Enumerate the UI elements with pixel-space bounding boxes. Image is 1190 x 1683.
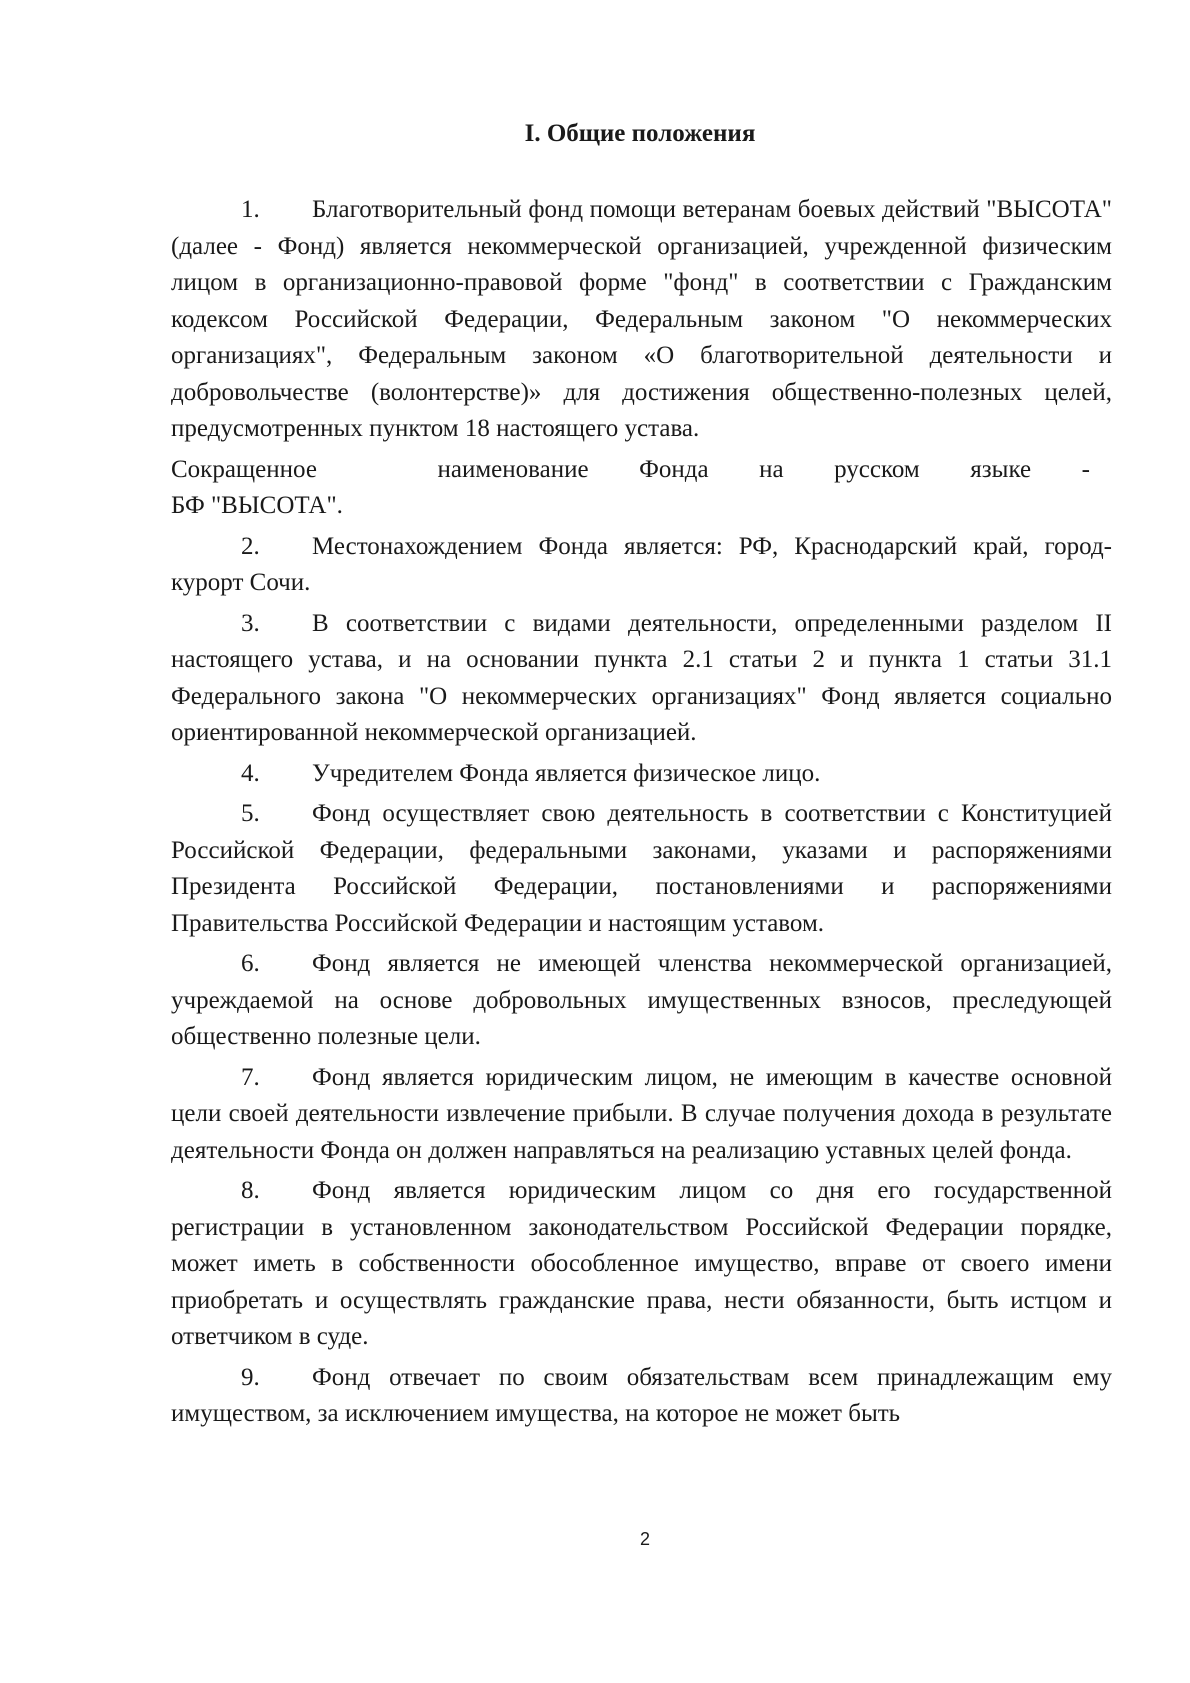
paragraph-4 bbox=[171, 756, 1112, 793]
short-name-value: БФ "ВЫСОТА". bbox=[171, 492, 343, 519]
document-body bbox=[171, 192, 1112, 1437]
short-name-word: языке bbox=[970, 455, 1032, 483]
paragraph-text: Благотворительный фонд помощи ветеранам боевых действий "ВЫСОТА" (далее - Фонд) является некоммерческой организацией, учрежденной физическим лицом в организационно-правовой форме "фонд" в соответствии с Гражданским кодексом Российской Федерации, Федеральным законом "О некоммерческих организациях", Федеральным законом «О благотворительной деятельности и добровольчестве (волонтерстве)» для достижения общественно-полезных целей, предусмотренных пунктом 18 настоящего устава. bbox=[171, 196, 1112, 442]
paragraph-number: 5. bbox=[241, 800, 260, 827]
paragraph-text: Местонахождением Фонда является: РФ, Краснодарский край, город-курорт Сочи. bbox=[171, 532, 1112, 596]
short-name-word: наименование bbox=[437, 455, 589, 483]
short-name-word: Сокращенное bbox=[171, 455, 317, 483]
paragraph-number: 9. bbox=[241, 1363, 260, 1391]
short-name-word: - bbox=[1081, 455, 1090, 483]
paragraph-text: Фонд является не имеющей членства некоммерческой организацией, учреждаемой на основе добровольных имущественных взносов, преследующей общественно полезные цели. bbox=[171, 950, 1112, 1050]
section-title: I. Общие положения bbox=[524, 120, 756, 147]
paragraph-number: 3. bbox=[241, 609, 260, 637]
paragraph-9 bbox=[171, 1360, 1112, 1433]
paragraph-6 bbox=[171, 946, 1112, 1056]
paragraph-number: 6. bbox=[241, 950, 260, 977]
short-name-word: Фонда bbox=[639, 455, 709, 483]
paragraph-2 bbox=[171, 529, 1112, 602]
page-number: 2 bbox=[639, 1529, 650, 1549]
paragraph-number: 8. bbox=[241, 1177, 260, 1204]
paragraph-text: Фонд осуществляет свою деятельность в соответствии с Конституцией Российской Федерации, федеральными законами, указами и распоряжениями Президента Российской Федерации, постановлениями и распоряжениями Правительства Российской Федерации и настоящим уставом. bbox=[171, 800, 1112, 937]
short-name-word: русском bbox=[834, 455, 920, 483]
paragraph-text: В соответствии с видами деятельности, определенными разделом II настоящего устава, и на основании пункта 2.1 статьи 2 и пункта 1 статьи 31.1 Федерального закона "О некоммерческих организациях" Фонд является социально ориентированной некоммерческой организацией. bbox=[171, 609, 1112, 746]
paragraph-text: Учредителем Фонда является физическое лицо. bbox=[312, 759, 821, 787]
paragraph-text: Фонд является юридическим лицом со дня его государственной регистрации в установленном законодательством Российской Федерации порядке, может иметь в собственности обособленное имущество, вправе от своего имени приобретать и осуществлять гражданские права, нести обязанности, быть истцом и ответчиком в суде. bbox=[171, 1177, 1112, 1350]
paragraph-8 bbox=[171, 1173, 1112, 1356]
paragraph-1 bbox=[171, 192, 1112, 448]
paragraph-number: 4. bbox=[241, 759, 260, 787]
paragraph-text: Фонд является юридическим лицом, не имеющим в качестве основной цели своей деятельности извлечение прибыли. В случае получения дохода в результате деятельности Фонда он должен направляться на реализацию уставных целей фонда. bbox=[171, 1063, 1112, 1164]
paragraph-number: 7. bbox=[241, 1063, 260, 1091]
paragraph-number: 2. bbox=[241, 532, 260, 560]
short-name-line bbox=[171, 452, 1112, 489]
paragraph-3 bbox=[171, 606, 1112, 752]
short-name-block bbox=[171, 452, 1112, 525]
paragraph-text: Фонд отвечает по своим обязательствам всем принадлежащим ему имуществом, за исключением имущества, на которое не может быть bbox=[171, 1363, 1112, 1427]
paragraph-5 bbox=[171, 796, 1112, 942]
short-name-word: на bbox=[759, 455, 784, 483]
paragraph-7 bbox=[171, 1060, 1112, 1170]
paragraph-number: 1. bbox=[241, 196, 260, 223]
